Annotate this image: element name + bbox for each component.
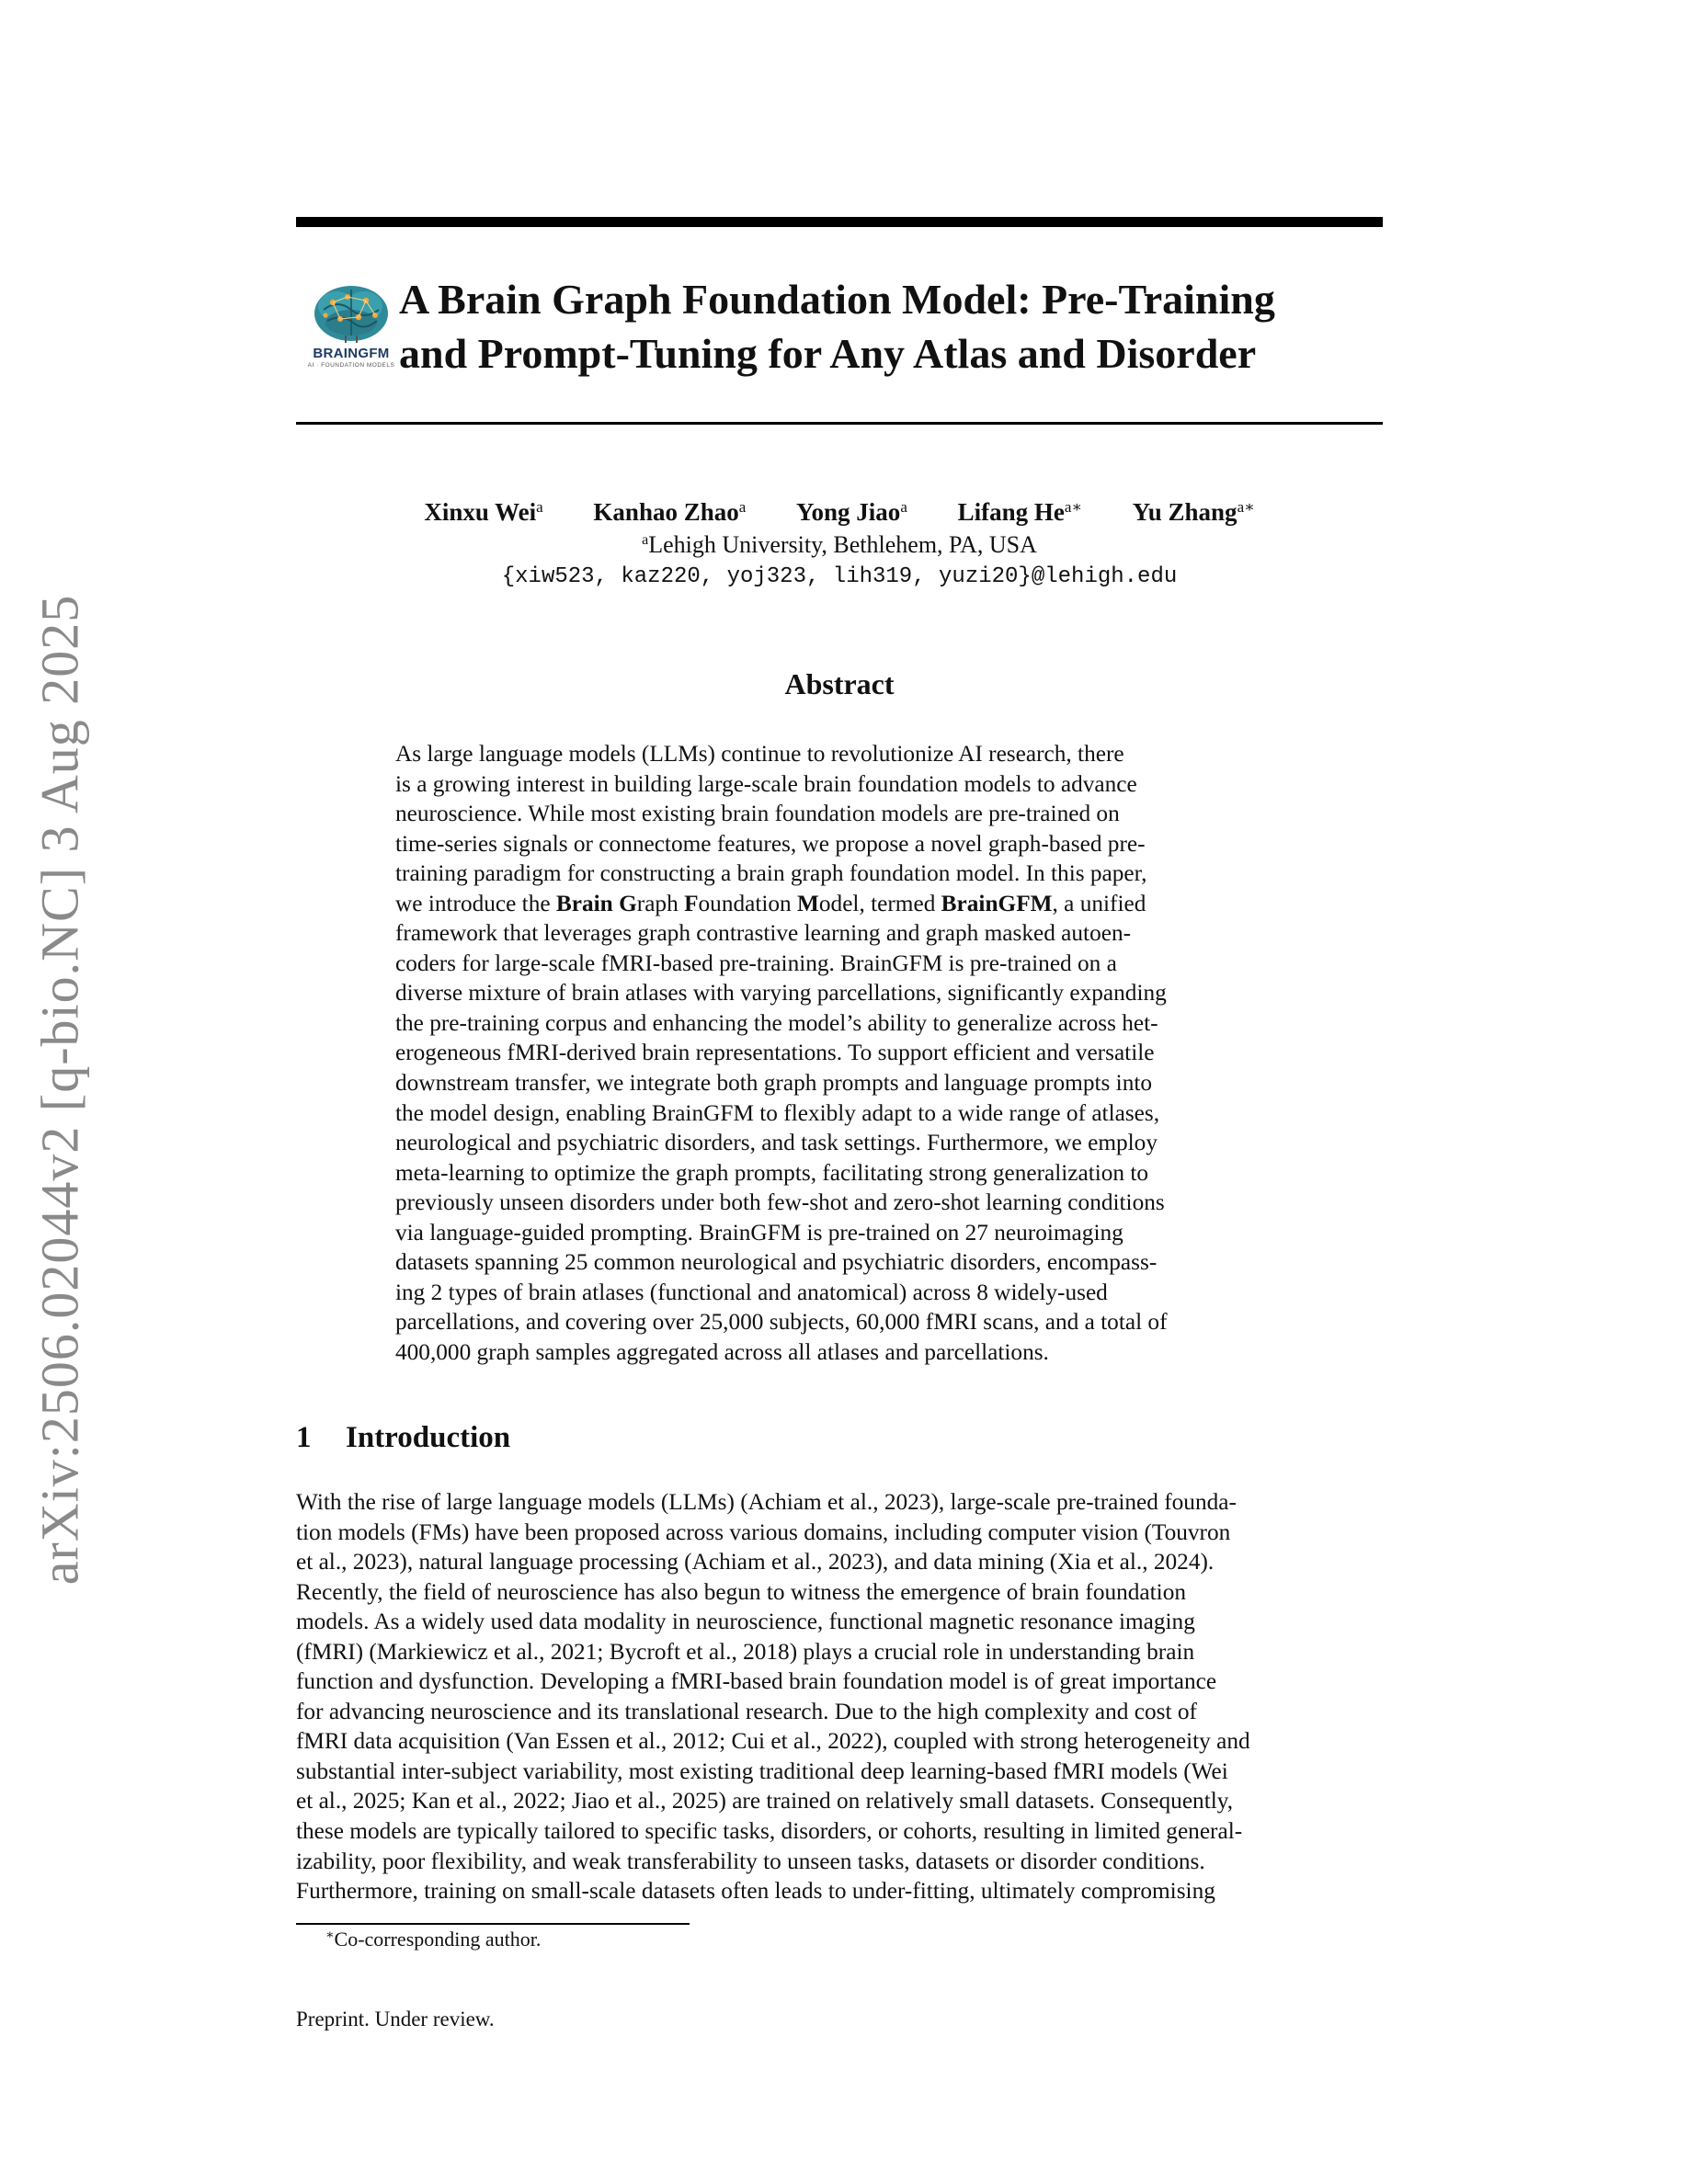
abstract-body <box>395 739 1285 1367</box>
abstract-heading: Abstract <box>784 667 895 700</box>
author-list <box>296 498 1383 527</box>
intro-line: substantial inter-subject variability, most existing traditional deep learning-based fMRI models (Wei <box>296 1757 1228 1784</box>
abstract-line: ing 2 types of brain atlases (functional and anatomical) across 8 widely-used <box>395 1279 1108 1305</box>
section-heading-introduction <box>296 1421 510 1455</box>
abstract-line: the pre-training corpus and enhancing the model’s ability to generalize across het- <box>395 1009 1158 1036</box>
abstract-line: is a growing interest in building large-scale brain foundation models to advance <box>395 770 1137 797</box>
section-title: Introduction <box>346 1421 511 1454</box>
abstract-line: previously unseen disorders under both few-shot and zero-shot learning conditions <box>395 1189 1165 1216</box>
intro-line: Recently, the field of neuroscience has also begun to witness the emergence of brain foundation <box>296 1578 1186 1605</box>
intro-line: for advancing neuroscience and its translational research. Due to the high complexity and cost of <box>296 1698 1197 1724</box>
abstract-line: As large language models (LLMs) continue to revolutionize AI research, there <box>395 741 1124 767</box>
intro-line: these models are typically tailored to specific tasks, disorders, or cohorts, resulting in limited general- <box>296 1818 1243 1845</box>
intro-line: et al., 2025; Kan et al., 2022; Jiao et al., 2025) are trained on relatively small datasets. Consequently, <box>296 1788 1234 1814</box>
footnote-rule <box>296 1923 690 1925</box>
logo-wordmark: BRAINGFM <box>313 346 390 361</box>
intro-line: fMRI data acquisition (Van Essen et al., 2012; Cui et al., 2022), coupled with strong heterogeneity and <box>296 1728 1250 1755</box>
abstract-line: coders for large-scale fMRI-based pre-training. BrainGFM is pre-trained on a <box>395 950 1117 976</box>
title-bottom-rule <box>296 422 1383 425</box>
section-number: 1 <box>296 1421 312 1454</box>
abstract-line: erogeneous fMRI-derived brain representations. To support efficient and versatile <box>395 1040 1155 1066</box>
abstract-line: downstream transfer, we integrate both graph prompts and language prompts into <box>395 1070 1153 1097</box>
abstract-line: 400,000 graph samples aggregated across all atlases and parcellations. <box>395 1338 1049 1365</box>
abstract-line: via language-guided prompting. BrainGFM is pre-trained on 27 neuroimaging <box>395 1219 1123 1246</box>
arxiv-identifier: arXiv:2506.02044v2 [q-bio.NC] 3 Aug 2025 <box>29 594 90 1585</box>
intro-line: With the rise of large language models (LLMs) (Achiam et al., 2023), large-scale pre-trained founda- <box>296 1489 1237 1515</box>
intro-line: et al., 2023), natural language processing (Achiam et al., 2023), and data mining (Xia et al., 2024). <box>296 1549 1215 1575</box>
abstract-line: diverse mixture of brain atlases with varying parcellations, significantly expanding <box>395 980 1167 1007</box>
abstract-line: the model design, enabling BrainGFM to flexibly adapt to a wide range of atlases, <box>395 1099 1160 1126</box>
intro-line: function and dysfunction. Developing a fMRI-based brain foundation model is of great importance <box>296 1668 1217 1695</box>
intro-line: tion models (FMs) have been proposed across various domains, including computer vision (Touvron <box>296 1519 1231 1545</box>
abstract-line: we introduce the Brain Graph Foundation Model, termed BrainGFM, a unified <box>395 890 1146 916</box>
footnote: ∗Co-corresponding author. <box>325 1928 542 1951</box>
abstract-line: framework that leverages graph contrastive learning and graph masked autoen- <box>395 920 1132 947</box>
author: Xinxu Wei$^a$ <box>424 498 543 526</box>
abstract-line: time-series signals or connectome features, we propose a novel graph-based pre- <box>395 830 1146 857</box>
abstract-line: neurological and psychiatric disorders, and task settings. Furthermore, we employ <box>395 1130 1158 1156</box>
author-emails: {xiw523, kaz220, yoj323, lih319, yuzi20}@lehigh.edu <box>501 564 1178 589</box>
title-line: A Brain Graph Foundation Model: Pre-Training <box>399 276 1275 323</box>
abstract-line: meta-learning to optimize the graph prompts, facilitating strong generalization to <box>395 1159 1149 1186</box>
intro-line: izability, poor flexibility, and weak transferability to unseen tasks, datasets or disorder conditions. <box>296 1848 1205 1874</box>
abstract-line: training paradigm for constructing a brain graph foundation model. In this paper, <box>395 860 1147 887</box>
author: Yong Jiao$^a$ <box>796 498 907 526</box>
intro-line: Furthermore, training on small-scale datasets often leads to under-fitting, ultimately compromising <box>296 1878 1215 1905</box>
affiliation: $^a$Lehigh University, Bethlehem, PA, USA <box>642 531 1037 558</box>
intro-line: (fMRI) (Markiewicz et al., 2021; Bycroft et al., 2018) plays a crucial role in understanding brain <box>296 1638 1195 1665</box>
abstract-line: parcellations, and covering over 25,000 subjects, 60,000 fMRI scans, and a total of <box>395 1309 1168 1336</box>
preprint-note: Preprint. Under review. <box>296 2008 495 2030</box>
paper-title <box>399 272 1392 381</box>
abstract-line: datasets spanning 25 common neurological and psychiatric disorders, encompass- <box>395 1249 1158 1276</box>
introduction-body <box>296 1487 1383 1906</box>
author: Yu Zhang$^{a∗}$ <box>1132 498 1255 526</box>
author: Kanhao Zhao$^a$ <box>593 498 747 526</box>
intro-line: models. As a widely used data modality in neuroscience, functional magnetic resonance imaging <box>296 1609 1195 1635</box>
logo-tagline: AI · FOUNDATION MODELS <box>307 362 395 369</box>
author: Lifang $He^{a∗}$ <box>957 498 1082 526</box>
title-line: and Prompt-Tuning for Any Atlas and Disorder <box>399 330 1257 377</box>
abstract-line: neuroscience. While most existing brain foundation models are pre-trained on <box>395 801 1120 827</box>
title-top-rule <box>296 217 1383 227</box>
